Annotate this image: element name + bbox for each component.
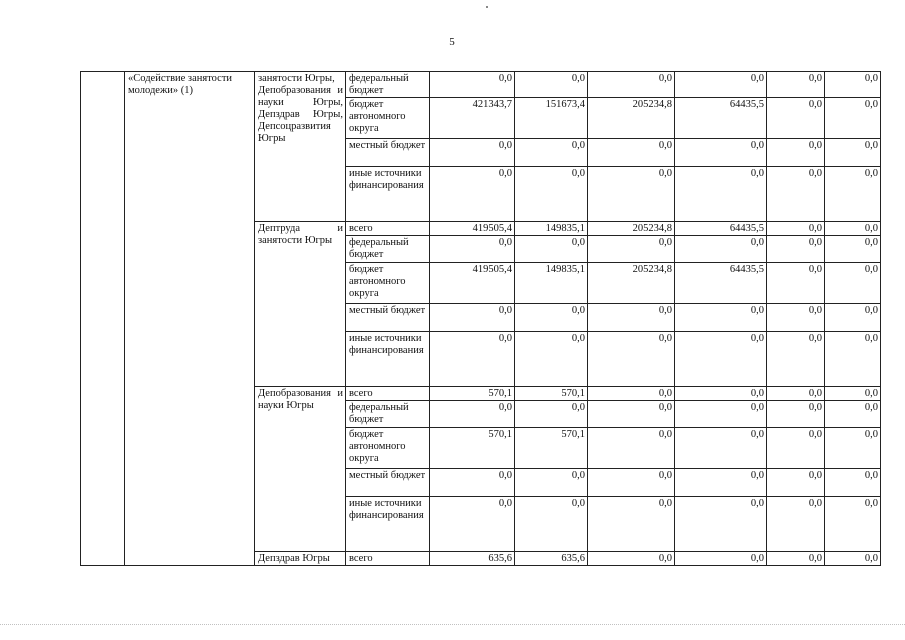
amount-cell: 0,0 [430, 401, 515, 428]
amount-cell: 0,0 [588, 401, 675, 428]
amount-cell: 205234,8 [588, 263, 675, 304]
amount-cell: 0,0 [515, 167, 588, 222]
amount-cell: 205234,8 [588, 98, 675, 139]
funding-source-cell: местный бюджет [346, 304, 430, 332]
amount-cell: 0,0 [767, 139, 825, 167]
executor-cell: Депобразования и науки Югры [255, 387, 346, 552]
amount-cell: 0,0 [675, 139, 767, 167]
funding-source-cell: всего [346, 387, 430, 401]
amount-cell: 0,0 [825, 98, 881, 139]
amount-cell: 0,0 [767, 552, 825, 566]
funding-source-cell: иные источники финансирования [346, 497, 430, 552]
amount-cell: 0,0 [825, 401, 881, 428]
amount-cell: 64435,5 [675, 222, 767, 236]
amount-cell: 0,0 [675, 387, 767, 401]
amount-cell: 0,0 [430, 469, 515, 497]
amount-cell: 149835,1 [515, 263, 588, 304]
funding-source-cell: федеральный бюджет [346, 236, 430, 263]
scan-speck [486, 6, 488, 8]
amount-cell: 0,0 [767, 469, 825, 497]
amount-cell: 0,0 [825, 139, 881, 167]
amount-cell: 0,0 [515, 497, 588, 552]
budget-table [80, 71, 881, 566]
amount-cell: 0,0 [767, 428, 825, 469]
amount-cell: 0,0 [588, 236, 675, 263]
amount-cell: 0,0 [588, 332, 675, 387]
amount-cell: 0,0 [675, 332, 767, 387]
amount-cell: 149835,1 [515, 222, 588, 236]
executor-cell: Депздрав Югры [255, 552, 346, 566]
amount-cell: 0,0 [767, 167, 825, 222]
row-number-cell [81, 72, 125, 566]
amount-cell: 570,1 [430, 428, 515, 469]
amount-cell: 0,0 [515, 72, 588, 98]
amount-cell: 0,0 [515, 332, 588, 387]
amount-cell: 0,0 [825, 387, 881, 401]
amount-cell: 0,0 [588, 304, 675, 332]
amount-cell: 0,0 [430, 139, 515, 167]
funding-source-cell: федеральный бюджет [346, 72, 430, 98]
amount-cell: 0,0 [588, 552, 675, 566]
amount-cell: 570,1 [430, 387, 515, 401]
amount-cell: 0,0 [675, 72, 767, 98]
scan-edge-line [0, 624, 905, 629]
funding-source-cell: иные источники финансирования [346, 167, 430, 222]
amount-cell: 0,0 [825, 497, 881, 552]
amount-cell: 0,0 [588, 139, 675, 167]
amount-cell: 635,6 [515, 552, 588, 566]
amount-cell: 0,0 [767, 98, 825, 139]
program-name-cell: «Содействие занятости молодежи» (1) [125, 72, 255, 566]
page-number: 5 [449, 36, 455, 48]
amount-cell: 0,0 [767, 387, 825, 401]
amount-cell: 0,0 [825, 72, 881, 98]
amount-cell: 0,0 [515, 139, 588, 167]
funding-source-cell: федеральный бюджет [346, 401, 430, 428]
amount-cell: 0,0 [430, 167, 515, 222]
amount-cell: 0,0 [825, 469, 881, 497]
amount-cell: 0,0 [825, 167, 881, 222]
amount-cell: 0,0 [588, 72, 675, 98]
funding-source-cell: бюджет автономного округа [346, 428, 430, 469]
funding-source-cell: местный бюджет [346, 469, 430, 497]
amount-cell: 0,0 [767, 222, 825, 236]
amount-cell: 0,0 [767, 263, 825, 304]
amount-cell: 0,0 [588, 469, 675, 497]
amount-cell: 0,0 [588, 428, 675, 469]
funding-source-cell: бюджет автономного округа [346, 98, 430, 139]
amount-cell: 0,0 [825, 332, 881, 387]
amount-cell: 635,6 [430, 552, 515, 566]
amount-cell: 0,0 [825, 236, 881, 263]
amount-cell: 0,0 [675, 469, 767, 497]
amount-cell: 0,0 [767, 332, 825, 387]
funding-source-cell: местный бюджет [346, 139, 430, 167]
amount-cell: 0,0 [767, 72, 825, 98]
funding-source-cell: всего [346, 222, 430, 236]
amount-cell: 0,0 [825, 304, 881, 332]
amount-cell: 0,0 [825, 428, 881, 469]
amount-cell: 0,0 [825, 552, 881, 566]
amount-cell: 0,0 [825, 263, 881, 304]
amount-cell: 0,0 [825, 222, 881, 236]
amount-cell: 0,0 [675, 401, 767, 428]
amount-cell: 419505,4 [430, 222, 515, 236]
executor-cell: Дептруда и занятости Югры [255, 222, 346, 387]
amount-cell: 0,0 [515, 236, 588, 263]
amount-cell: 0,0 [767, 304, 825, 332]
amount-cell: 0,0 [675, 167, 767, 222]
amount-cell: 0,0 [430, 72, 515, 98]
amount-cell: 0,0 [675, 497, 767, 552]
amount-cell: 151673,4 [515, 98, 588, 139]
amount-cell: 64435,5 [675, 98, 767, 139]
amount-cell: 570,1 [515, 428, 588, 469]
amount-cell: 0,0 [588, 167, 675, 222]
amount-cell: 0,0 [767, 236, 825, 263]
amount-cell: 0,0 [675, 552, 767, 566]
table-row [81, 72, 881, 98]
amount-cell: 0,0 [767, 401, 825, 428]
amount-cell: 570,1 [515, 387, 588, 401]
amount-cell: 0,0 [675, 304, 767, 332]
amount-cell: 0,0 [430, 236, 515, 263]
amount-cell: 0,0 [767, 497, 825, 552]
amount-cell: 0,0 [675, 428, 767, 469]
amount-cell: 0,0 [430, 497, 515, 552]
amount-cell: 64435,5 [675, 263, 767, 304]
amount-cell: 0,0 [515, 469, 588, 497]
amount-cell: 0,0 [588, 387, 675, 401]
amount-cell: 0,0 [430, 304, 515, 332]
amount-cell: 0,0 [515, 304, 588, 332]
funding-source-cell: иные источники финансирования [346, 332, 430, 387]
amount-cell: 419505,4 [430, 263, 515, 304]
amount-cell: 0,0 [515, 401, 588, 428]
amount-cell: 0,0 [675, 236, 767, 263]
executor-cell: занятости Югры, Депобразования и науки Югры, Депздрав Югры, Депсоцразвития Югры [255, 72, 346, 222]
amount-cell: 205234,8 [588, 222, 675, 236]
amount-cell: 0,0 [588, 497, 675, 552]
funding-source-cell: бюджет автономного округа [346, 263, 430, 304]
funding-source-cell: всего [346, 552, 430, 566]
amount-cell: 421343,7 [430, 98, 515, 139]
amount-cell: 0,0 [430, 332, 515, 387]
